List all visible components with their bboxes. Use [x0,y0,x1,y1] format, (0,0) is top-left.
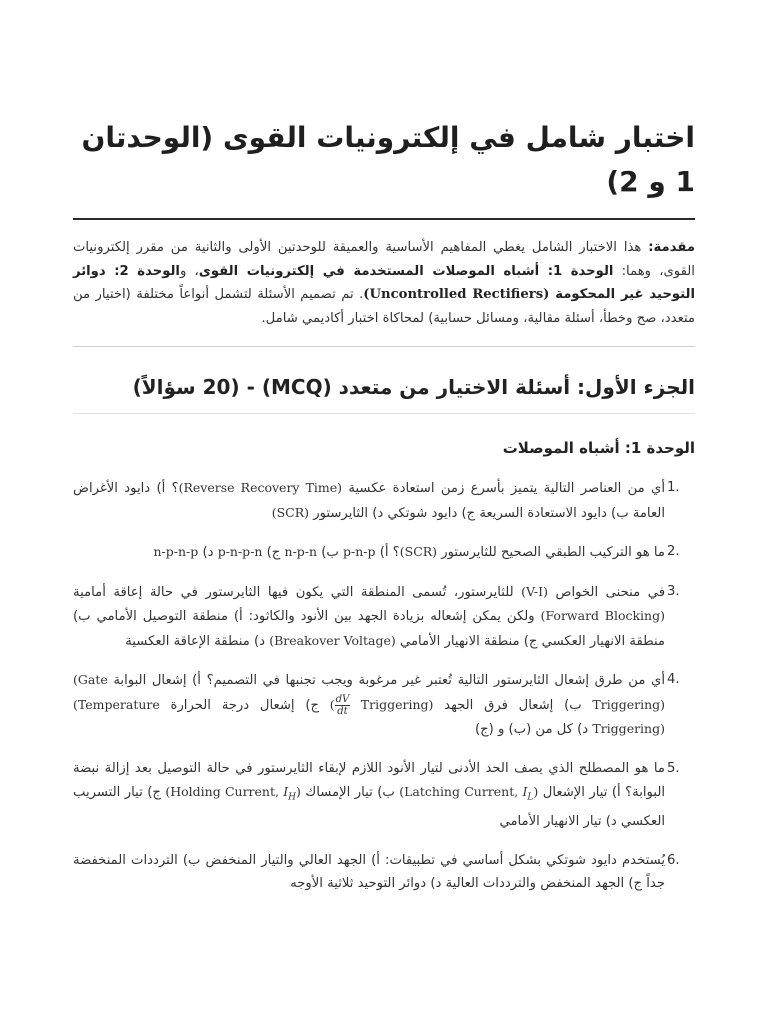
question-text: للثايرستور، تُسمى المنطقة التي يكون فيها الثايرستور في حالة إعاقة أمامية [73,584,522,600]
intro-separator: ، و [179,263,199,279]
unit1-heading: الوحدة 1: أشباه الموصلات [502,439,695,457]
symbol-base: I [522,784,528,799]
intro-unit2: الوحدة 2: دوائر التوحيد غير المحكومة [73,263,695,302]
fraction-denominator: dt [337,705,348,717]
question-number: 4. [667,672,680,687]
option-d: n-p-n-p [153,544,199,559]
question-text: ج) [262,545,285,560]
question-number: 5. [667,760,680,776]
question-number: 3. [667,583,680,599]
english-term: (Holding Current, [165,784,284,799]
question-1 [73,476,695,525]
holding-term: (Holding Current, $I_H$) [165,784,301,803]
question-number: 6. [667,852,680,868]
intro-text-2: . تم تصميم الأسئلة لتشمل أنواعاً مختلفة (اختيار من متعدد، صح وخطأ، أسئلة مقالية، ومسائل حسابية) لمحاكاة اختبار أكاديمي شامل. [73,287,695,326]
question-6 [73,849,695,896]
holding-symbol [283,784,297,803]
question-text: أي من العناصر التالية يتميز بأسرع زمن استعادة عكسية [342,481,665,496]
title-divider [73,218,695,220]
question-3 [73,580,695,654]
question-text: أي من طرق إشعال الثايرستور التالية تُعتبر غير مرغوبة ويجب تجنبها في التصميم؟ أ) إشعال البوابة [107,673,665,688]
english-term: (V-I) [521,583,548,599]
question-number: 1. [667,480,680,495]
english-term: (Temperature Triggering) [73,696,665,736]
intro-paragraph [73,236,695,330]
question-number: 2. [667,544,680,559]
english-term: (Reverse Recovery Time) [178,480,343,495]
intro-unit1: الوحدة 1: أشباه الموصلات المستخدمة في إلكترونيات القوى [198,263,614,279]
question-text: يُستخدم دايود شوتكي بشكل أساسي في تطبيقات: أ) الجهد العالي والتيار المنخفض ب) الترددات المنخفضة جداً ج) الجهد المنخفض والترددات العالية د) دوائر التوحيد ثلاثية الأوجه [73,852,665,891]
document-title: اختبار شامل في إلكترونيات القوى (الوحدتان 1 و 2) [81,121,695,198]
question-text: ب) [317,545,344,560]
english-term: (Breakover Voltage) [269,632,396,648]
symbol-base: I [283,784,289,799]
intro-label: مقدمة: [648,240,695,255]
question-text: في منحنى الخواص [547,584,665,600]
question-text: ما هو التركيب الطبقي الصحيح للثايرستور [437,545,665,560]
option-a: p-n-p [343,544,376,559]
question-5 [73,757,695,834]
dvdt-fraction [335,694,351,717]
intro-divider [73,346,695,347]
question-text: د) [198,545,218,560]
english-term: (SCR) [271,504,310,520]
question-text: ب) تيار الإمساك [300,785,400,800]
english-term: (Latching Current, [399,784,523,799]
question-text: ج) إشعال درجة الحرارة [159,697,330,713]
option-c: p-n-p-n [217,544,263,559]
intro-text-1: هذا الاختبار الشامل يغطي المفاهيم الأساسية والعميقة للوحدتين الأولى والثانية من مقرر إلكترونيات القوى، وهما: [73,240,695,279]
question-text: د) كل من (ب) و (ج) [474,722,593,737]
question-text: ولكن يمكن إشعاله بزيادة الجهد بين الأنود والكاثود: أ) منطقة التوصيل الأمامي ب) منطقة الانهيار العكسي ج) منطقة الانهيار الأمامي [73,609,665,649]
question-4 [73,668,695,742]
english-term: (SCR) [399,544,438,559]
question-text: ما هو المصطلح الذي يصف الحد الأدنى لتيار الأنود اللازم لإبقاء الثايرستور في حالة التوصيل بعد إزالة نبضة البوابة؟ أ) تيار الإشعال [73,760,666,800]
question-text: د) منطقة الإعاقة العكسية [125,633,270,649]
question-text: ج) تيار التسريب العكسي د) تيار الانهيار الأمامي [73,785,665,829]
question-text: ؟ أ) دايود الأغراض العامة ب) دايود الاستعادة السريعة ج) دايود شوتكي د) الثايرستور [73,481,665,521]
english-term: (Forward Blocking) [540,608,665,623]
latching-term: (Latching Current, $I_L$) [399,784,539,803]
intro-unit2-english: (Uncontrolled Rectifiers) [363,287,556,302]
question-text: ب) إشعال فرق الجهد [433,697,593,713]
symbol-subscript: L [527,792,534,803]
symbol-subscript: H [288,792,297,803]
latching-symbol [522,784,534,803]
question-list [73,476,695,896]
question-2 [73,540,695,565]
english-term: Triggering) [350,696,434,712]
fraction-numerator: dV [335,693,350,705]
english-term: (Gate Triggering) [73,672,666,712]
option-b: n-p-n [284,544,318,559]
dvdt-term: ( $\frac{dV}{dt}$ Triggering) [329,693,434,717]
part1-divider [73,413,695,414]
question-text: ؟ أ) [375,545,400,560]
part1-heading: الجزء الأول: أسئلة الاختيار من متعدد (MCQ) - (20 سؤالاً) [132,375,695,399]
